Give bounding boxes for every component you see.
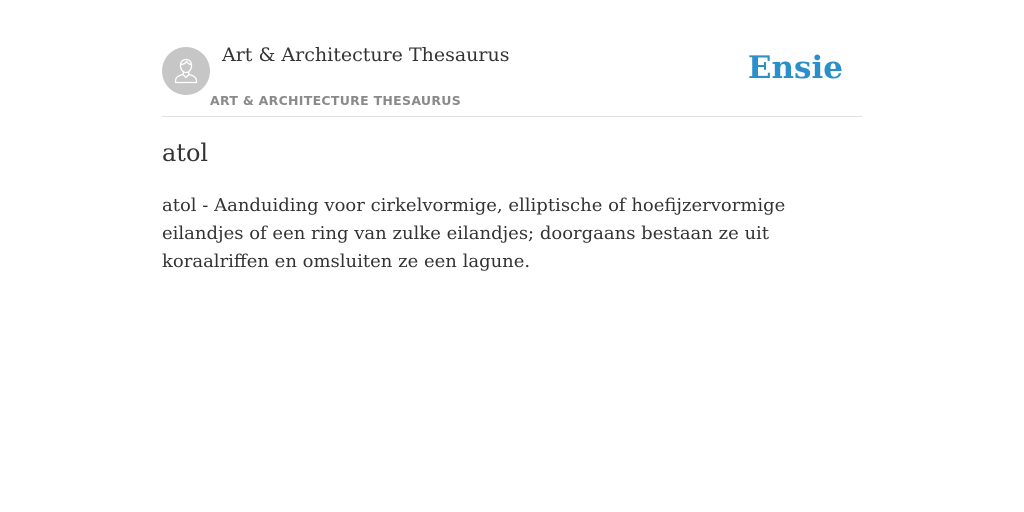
header bbox=[162, 0, 862, 117]
author-name[interactable]: Art & Architecture Thesaurus bbox=[222, 44, 510, 66]
entry-term: atol bbox=[162, 139, 209, 167]
brand-logo-link[interactable]: Ensie bbox=[747, 50, 843, 86]
entry-definition: atol - Aanduiding voor cirkelvormige, elliptische of hoefijzervormige eilandjes of een ring van zulke eilandjes; doorgaans bestaan ze uit koraalriffen en omsluiten ze een lagune. bbox=[162, 195, 786, 272]
author-subtitle[interactable]: ART & ARCHITECTURE THESAURUS bbox=[210, 93, 462, 108]
user-avatar-icon bbox=[171, 56, 201, 86]
avatar[interactable] bbox=[162, 47, 210, 95]
page bbox=[162, 0, 862, 272]
